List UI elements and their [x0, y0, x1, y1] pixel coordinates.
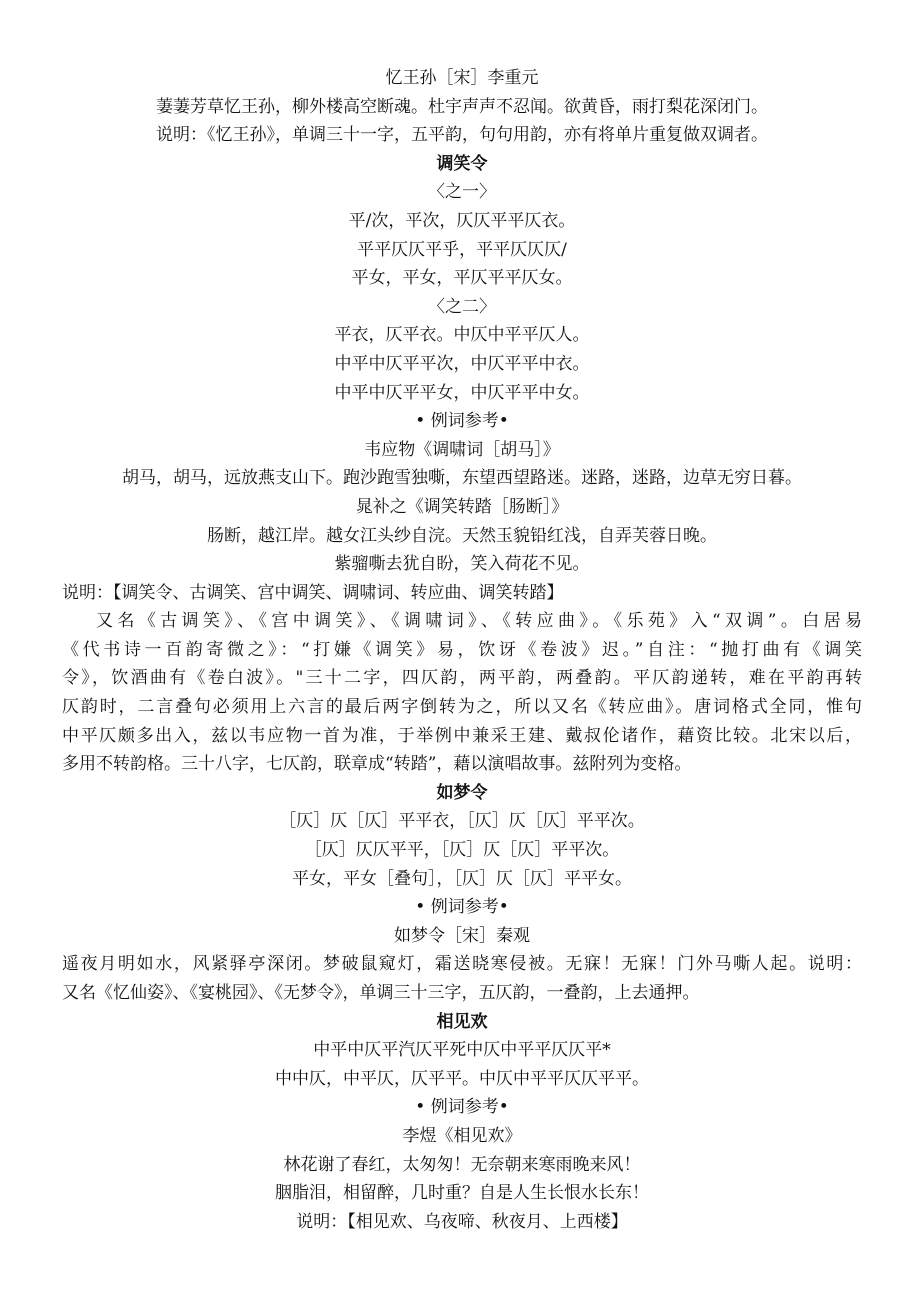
tonal-pattern-line: 中平中仄平平次，中仄平平中衣。: [334, 353, 590, 374]
sub-heading: 〈之二〉: [428, 296, 496, 317]
section-heading: 调笑令: [436, 153, 488, 174]
poem-title: 忆王孙［宋］李重元: [385, 68, 539, 88]
tonal-pattern-line: 平平仄仄平乎，平平仄仄仄/: [357, 239, 567, 260]
poem-title: 李煜《相见欢》: [402, 1125, 522, 1146]
tonal-pattern-line: 中中仄，中平仄，仄平平。中仄中平平仄仄平平。: [275, 1068, 649, 1089]
example-label: • 例词参考•: [415, 1097, 509, 1118]
explanation-paragraph-line: 仄韵时，二言叠句必须用上六言的最后两字倒转为之，所以又名《转应曲》。唐词格式全同，惟句: [62, 697, 862, 718]
tonal-pattern-line: 平女，平女，平仄平平仄女。: [351, 268, 573, 289]
sub-heading: 〈之一〉: [428, 182, 496, 203]
tonal-pattern-line: ［仄］仄［仄］平平衣，［仄］仄［仄］平平次。: [279, 811, 645, 832]
poem-title: 韦应物《调啸词［胡马］》: [364, 439, 560, 460]
tonal-pattern-line: 中平中仄平平女，中仄平平中女。: [334, 382, 590, 403]
explanation-paragraph-line: 又名《古调笑》、《宫中调笑》、《调啸词》、《转应曲》。《乐苑》入“双调”。白居易: [96, 611, 862, 632]
tonal-pattern-line: 平衣，仄平衣。中仄中平平仄人。: [334, 325, 590, 346]
example-label: • 例词参考•: [415, 897, 509, 918]
explanation: 说明：【相见欢、乌夜啼、秋夜月、上西楼】: [296, 1211, 628, 1232]
tonal-pattern-line: ［仄］仄仄平平，［仄］仄［仄］平平次。: [304, 840, 620, 861]
explanation-paragraph-line: 中平仄颇多出入，兹以韦应物一首为准，于举例中兼采王建、戴叔伦诸作，藉资比较。北宋以后，: [62, 725, 862, 746]
example-label: • 例词参考•: [415, 411, 509, 432]
document-body: [62, 64, 862, 1236]
explanation: 说明：《忆王孙》，单调三十一字，五平韵，句句用韵，亦有将单片重复做双调者。: [156, 125, 768, 146]
explanation: 又名《忆仙姿》、《宴桃园》、《无梦令》，单调三十三字，五仄韵，一叠韵，上去通押。: [62, 983, 700, 1003]
tonal-pattern-line: 平女，平女［叠句］，［仄］仄［仄］平平女。: [292, 868, 632, 889]
tonal-pattern-line: 平/次，平次，仄仄平平仄衣。: [348, 210, 576, 231]
poem-text: 遥夜月明如水，风紧驿亭深闭。梦破鼠窥灯，霜送晓寒侵被。无寐！无寐！门外马嘶人起。说明：: [62, 954, 862, 975]
explanation-paragraph-line: 令》，饮酒曲有《卷白波》。"三十二字，四仄韵，两平韵，两叠韵。平仄韵递转，难在平韵再转: [62, 668, 862, 689]
poem-text: 林花谢了春红，太匆匆！无奈朝来寒雨晚来风！: [283, 1154, 641, 1175]
poem-title: 如梦令［宋］秦观: [394, 925, 530, 946]
section-heading: 如梦令: [436, 782, 488, 803]
poem-text: 紫骝嘶去犹自盼，笑入荷花不见。: [334, 554, 590, 575]
explanation-title: 说明：【调笑令、古调笑、宫中调笑、调啸词、转应曲、调笑转踏】: [62, 582, 564, 603]
poem-text: 肠断，越江岸。越女江头纱自浣。天然玉貌铅红浅，自弄芙蓉日晚。: [207, 525, 717, 546]
poem-title: 晁补之《调笑转踏［肠断］》: [355, 496, 569, 517]
explanation-paragraph-line: 《代书诗一百韵寄微之》：“打嫌《调笑》易，饮讶《卷波》迟。”自注：“抛打曲有《调笑: [62, 639, 862, 660]
tonal-pattern-line: 中平中仄平汽仄平死中仄中平平仄仄平*: [313, 1040, 611, 1061]
poem-text: 萋萋芳草忆王孙，柳外楼高空断魂。杜宇声声不忍闻。欲黄昏，雨打梨花深闭门。: [156, 96, 768, 117]
explanation-paragraph-line: 多用不转韵格。三十八字，七仄韵，联章成“转踏”，藉以演唱故事。兹附列为变格。: [62, 754, 692, 775]
section-heading: 相见欢: [436, 1011, 488, 1032]
poem-text: 胭脂泪，相留醉，几时重？自是人生长恨水长东！: [275, 1183, 649, 1204]
poem-text: 胡马，胡马，远放燕支山下。跑沙跑雪独嘶，东望西望路迷。迷路，迷路，边草无穷日暮。: [122, 468, 802, 489]
